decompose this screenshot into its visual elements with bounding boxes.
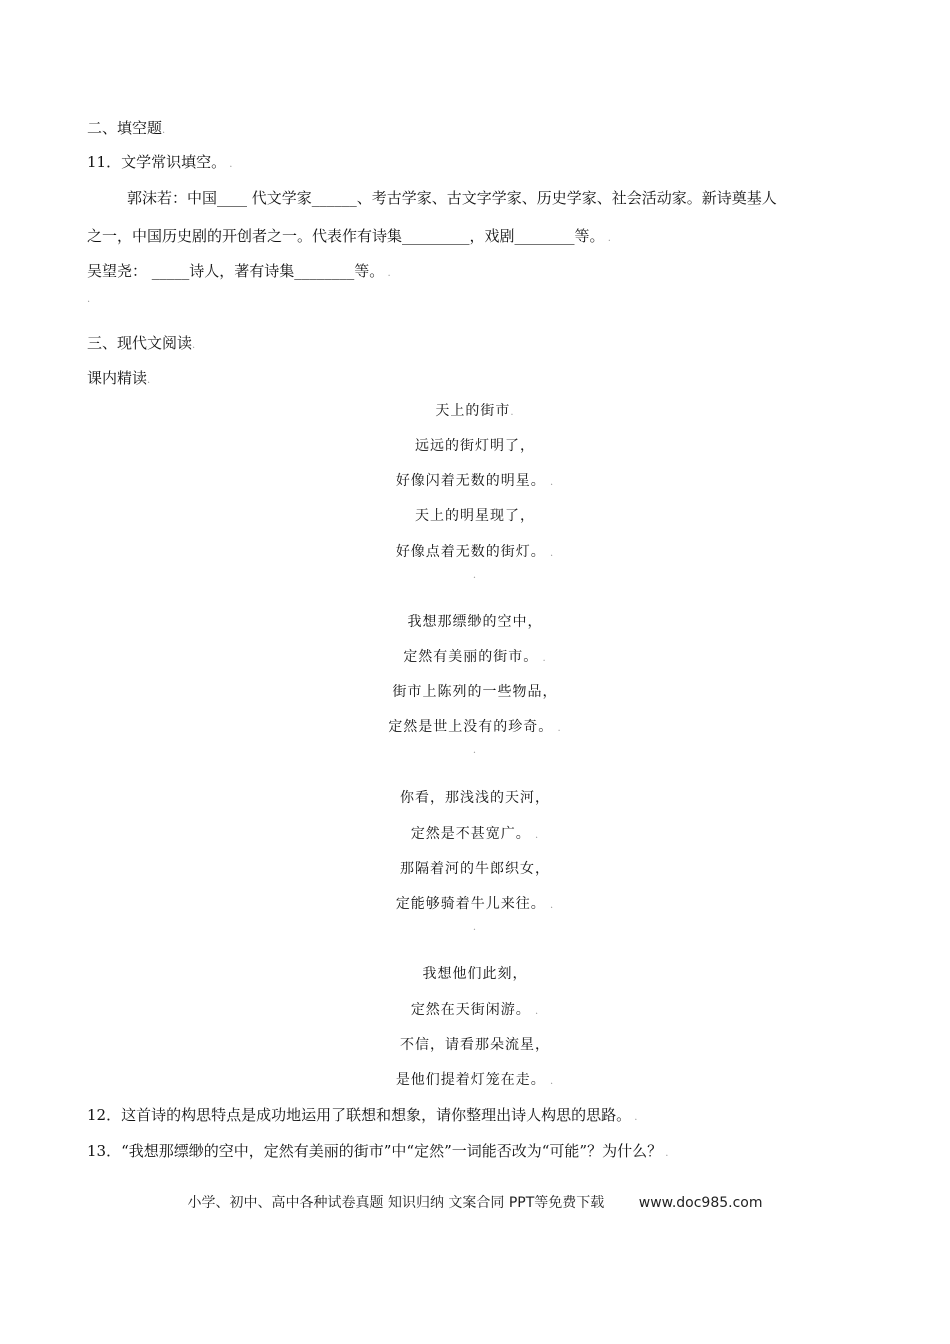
poem-line: 街市上陈列的一些物品， xyxy=(392,684,558,700)
section-heading-fill-in: 二、填空题. xyxy=(87,119,166,137)
poem-line: 定然是不甚宽广。 . xyxy=(410,826,540,842)
poem-line: 定然有美丽的街市。 . xyxy=(403,649,547,665)
poem-line: 那隔着河的牛郎织女， xyxy=(400,861,550,877)
poem-line: 你看，那浅浅的天河， xyxy=(400,790,550,806)
question-11-line-3: 吴望尧： _____诗人，著有诗集________等。 . xyxy=(87,262,391,280)
footer-text: 小学、初中、高中各种试卷真题 知识归纳 文案合同 PPT等免费下载 xyxy=(187,1195,605,1211)
question-11-line-2: 之一，中国历史剧的开创者之一。代表作有诗集_________，戏剧________等。 . xyxy=(87,227,611,245)
page-footer xyxy=(0,1192,950,1212)
empty-paragraph-mark: . xyxy=(87,294,91,305)
stanza-break-mark: . xyxy=(472,745,478,756)
poem-line: 不信，请看那朵流星， xyxy=(400,1037,550,1053)
poem-line: 定然是世上没有的珍奇。 . xyxy=(388,719,562,735)
section-heading-reading: 三、现代文阅读. xyxy=(87,334,196,352)
poem-line: 好像闪着无数的明星。 . xyxy=(395,473,555,489)
stanza-break-mark: . xyxy=(472,922,478,933)
question-11-line-1: 郭沫若：中国____ 代文学家______、考古学家、古文字学家、历史学家、社会活动家。新诗奠基人 xyxy=(127,189,777,207)
poem-line: 天上的明星现了， xyxy=(415,508,535,524)
question-12: 12．这首诗的构思特点是成功地运用了联想和想象，请你整理出诗人构思的思路。 . xyxy=(87,1106,638,1124)
poem-line: 好像点着无数的街灯。 . xyxy=(395,544,555,560)
poem-line: 定然在天街闲游。 . xyxy=(410,1002,540,1018)
footer-url: www.doc985.com xyxy=(638,1195,763,1211)
section-subheading: 课内精读. xyxy=(87,369,151,387)
poem-line: 是他们提着灯笼在走。 . xyxy=(395,1072,555,1088)
poem-title: 天上的街市. xyxy=(435,403,515,419)
stanza-break-mark: . xyxy=(472,570,478,581)
question-11-stem: 11．文学常识填空。 . xyxy=(87,153,233,171)
poem-line: 定能够骑着牛儿来往。 . xyxy=(395,896,555,912)
poem-line: 远远的街灯明了， xyxy=(415,438,535,454)
question-13: 13．“我想那缥缈的空中，定然有美丽的街市”中“定然”一词能否改为“可能”？为什么？ . xyxy=(87,1142,669,1160)
poem-line: 我想他们此刻， xyxy=(422,966,528,982)
poem-line: 我想那缥缈的空中， xyxy=(407,614,543,630)
